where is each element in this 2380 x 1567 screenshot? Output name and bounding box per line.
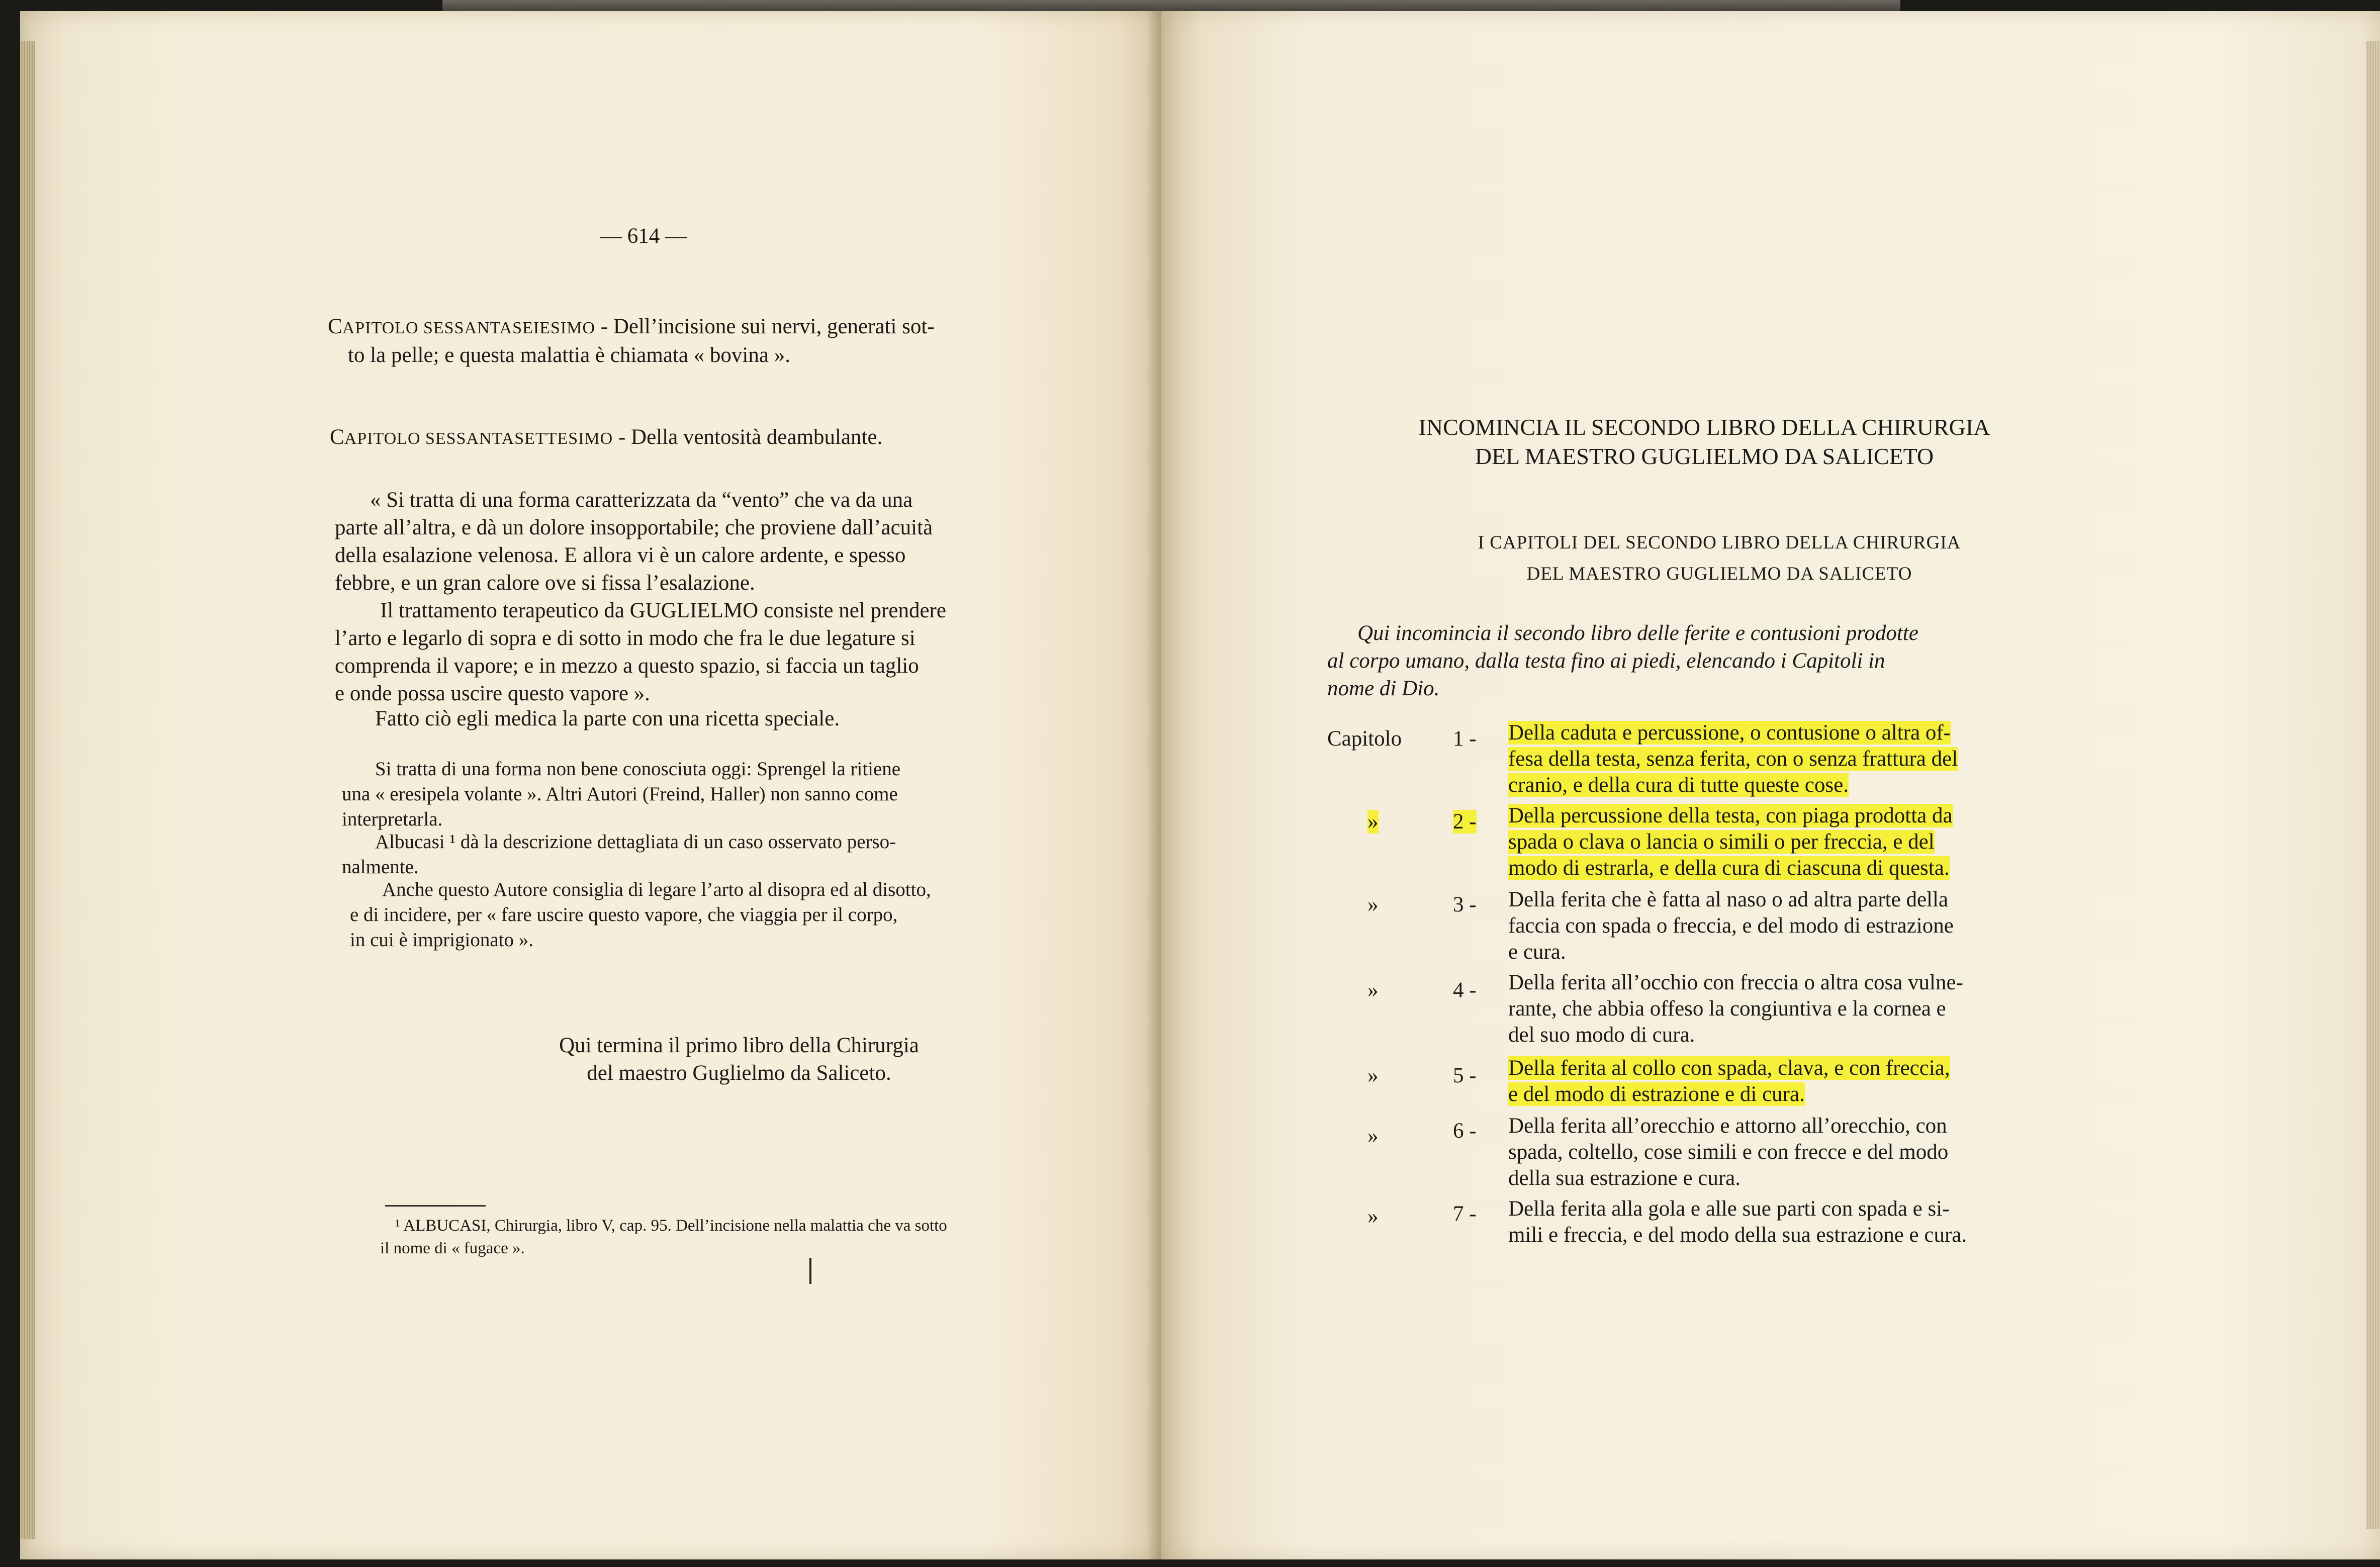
chapter-66-line-2: to la pelle; e questa malattia è chiamata « bovina ». — [348, 343, 790, 367]
chapter-4-line: del suo modo di cura. — [1508, 1023, 1695, 1047]
chapter-7-line: Della ferita alla gola e alle sue parti con spada e si- — [1508, 1197, 1950, 1221]
chapter-6-line: della sua estrazione e cura. — [1508, 1166, 1741, 1190]
chapter-6-line: Della ferita all’orecchio e attorno all’orecchio, con — [1508, 1114, 1947, 1138]
book-spread — [20, 11, 2380, 1559]
left-page — [20, 11, 1161, 1559]
chapter-4-number: 4 - — [1453, 978, 1477, 1002]
quote-line: febbre, e un gran calore ove si fissa l’esalazione. — [335, 571, 755, 595]
ditto-mark: » — [1367, 810, 1379, 834]
chapter-3-line: e cura. — [1508, 940, 1566, 964]
right-page-stack-edge — [2366, 41, 2380, 1529]
chapter-1-line: Della caduta e percussione, o contusione o altra of- — [1508, 721, 1951, 745]
commentary-line: interpretarla. — [342, 808, 443, 830]
quote-line: « Si tratta di una forma caratterizzata da “vento” che va da una — [370, 488, 913, 512]
quote-line: Fatto ciò egli medica la parte con una ricetta speciale. — [375, 707, 840, 730]
right-page — [1161, 11, 2380, 1559]
commentary-line: in cui è imprigionato ». — [350, 929, 534, 951]
footnote-rule — [385, 1205, 486, 1207]
chapter-2-number: 2 - — [1453, 810, 1477, 834]
capitolo-label: Capitolo — [1327, 727, 1402, 751]
commentary-line: e di incidere, per « fare uscire questo vapore, che viaggia per il corpo, — [350, 904, 898, 926]
chapter-7-number: 7 - — [1453, 1202, 1477, 1226]
subheading-line: DEL MAESTRO GUGLIELMO DA SALICETO — [1526, 564, 1912, 584]
chapter-3-number: 3 - — [1453, 893, 1477, 916]
chapter-6-number: 6 - — [1453, 1119, 1477, 1143]
left-page-stack-edge — [20, 41, 35, 1539]
chapter-4-line: Della ferita all’occhio con freccia o altra cosa vulne- — [1508, 971, 1963, 994]
chapter-3-line: faccia con spada o freccia, e del modo di estrazione — [1508, 914, 1954, 938]
ditto-mark: » — [1367, 978, 1379, 1002]
book-heading-line: INCOMINCIA IL SECONDO LIBRO DELLA CHIRURGIA — [1418, 414, 1990, 440]
quote-line: Il trattamento terapeutico da GUGLIELMO consiste nel prendere — [380, 599, 946, 622]
quote-line: parte all’altra, e dà un dolore insopportabile; che proviene dall’acuità — [335, 516, 933, 539]
ditto-mark: » — [1367, 1064, 1379, 1087]
chapter-2-line: Della percussione della testa, con piaga prodotta da — [1508, 804, 1953, 827]
chapter-1-line: fesa della testa, senza ferita, con o senza frattura del — [1508, 747, 1958, 771]
commentary-line: nalmente. — [342, 856, 419, 878]
commentary-line: Albucasi ¹ dà la descrizione dettagliata di un caso osservato perso- — [375, 831, 896, 853]
commentary-line: Si tratta di una forma non bene conosciuta oggi: Sprengel la ritiene — [375, 758, 901, 780]
page-number: — 614 — — [600, 224, 687, 248]
book-heading-line: DEL MAESTRO GUGLIELMO DA SALICETO — [1475, 443, 1934, 469]
subheading-line: I CAPITOLI DEL SECONDO LIBRO DELLA CHIRURGIA — [1478, 532, 1961, 553]
chapter-5-line: e del modo di estrazione e di cura. — [1508, 1082, 1805, 1106]
chapter-2-line: spada o clava o lancia o simili o per freccia, e del — [1508, 830, 1935, 854]
intro-line: Qui incomincia il secondo libro delle ferite e contusioni prodotte — [1357, 621, 1918, 645]
chapter-1-line: cranio, e della cura di tutte queste cose. — [1508, 773, 1849, 797]
quote-line: della esalazione velenosa. E allora vi è un calore ardente, e spesso — [335, 543, 906, 567]
closing-line: del maestro Guglielmo da Saliceto. — [587, 1061, 891, 1085]
quote-line: comprenda il vapore; e in mezzo a questo spazio, si faccia un taglio — [335, 654, 919, 678]
commentary-line: una « eresipela volante ». Altri Autori (Freind, Haller) non sanno come — [342, 783, 898, 805]
ditto-mark: » — [1367, 1124, 1379, 1148]
chapter-7-line: mili e freccia, e del modo della sua estrazione e cura. — [1508, 1223, 1967, 1247]
ditto-mark: » — [1367, 893, 1379, 916]
chapter-67-heading: CAPITOLO SESSANTASETTESIMO - Della ventosità deambulante. — [330, 425, 883, 449]
chapter-3-line: Della ferita che è fatta al naso o ad altra parte della — [1508, 888, 1949, 911]
intro-line: nome di Dio. — [1327, 677, 1440, 700]
pencil-mark — [809, 1258, 811, 1284]
footnote-line: ¹ ALBUCASI, Chirurgia, libro V, cap. 95. Dell’incisione nella malattia che va sotto — [395, 1217, 947, 1235]
intro-line: al corpo umano, dalla testa fino ai piedi, elencando i Capitoli in — [1327, 649, 1885, 673]
quote-line: e onde possa uscire questo vapore ». — [335, 682, 650, 705]
chapter-6-line: spada, coltello, cose simili e con frecce e del modo — [1508, 1140, 1949, 1164]
footnote-line: il nome di « fugace ». — [380, 1239, 525, 1257]
chapter-66-heading: CAPITOLO SESSANTASEIESIMO - Dell’incisione sui nervi, generati sot- — [328, 315, 935, 338]
ditto-mark: » — [1367, 1205, 1379, 1228]
chapter-5-number: 5 - — [1453, 1064, 1477, 1087]
chapter-5-line: Della ferita al collo con spada, clava, e con freccia, — [1508, 1056, 1950, 1080]
commentary-line: Anche questo Autore consiglia di legare l’arto al disopra ed al disotto, — [382, 879, 931, 900]
quote-line: l’arto e legarlo di sopra e di sotto in modo che fra le due legature si — [335, 626, 916, 650]
chapter-2-line: modo di estrarla, e della cura di ciascuna di questa. — [1508, 856, 1950, 880]
chapter-4-line: rante, che abbia offeso la congiuntiva e la cornea e — [1508, 997, 1946, 1021]
closing-line: Qui termina il primo libro della Chirurgia — [559, 1034, 919, 1057]
chapter-1-number: 1 - — [1453, 727, 1477, 751]
